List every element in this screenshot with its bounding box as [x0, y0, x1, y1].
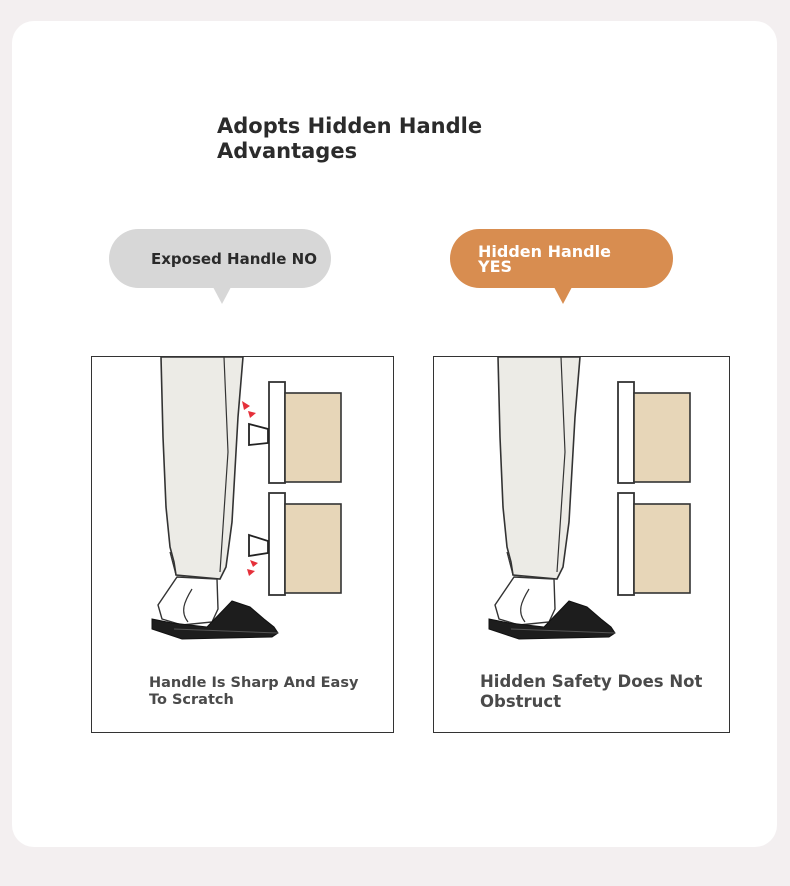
hidden-handle-label: Hidden Handle YES — [478, 242, 611, 276]
foot-icon — [495, 577, 555, 625]
drawer-front-icon — [618, 493, 634, 595]
drawer-front-icon — [269, 493, 285, 595]
bubble-pointer-icon — [213, 287, 231, 304]
drawer-body-icon — [285, 393, 341, 482]
exposed-handle-caption: Handle Is Sharp And Easy To Scratch — [149, 675, 359, 708]
drawer-front-icon — [269, 382, 285, 483]
drawer-front-icon — [618, 382, 634, 483]
exposed-handle-icon — [249, 535, 268, 556]
trouser-leg-icon — [161, 357, 243, 579]
drawer-body-icon — [285, 504, 341, 593]
drawer-body-icon — [634, 504, 690, 593]
title-line-1: Adopts Hidden Handle — [217, 114, 483, 138]
title-line-2: Advantages — [217, 139, 358, 163]
hidden-handle-bubble — [450, 229, 673, 288]
trouser-leg-icon — [498, 357, 580, 579]
exposed-handle-panel — [91, 356, 394, 733]
exposed-handle-bubble — [109, 229, 331, 288]
exposed-handle-icon — [249, 424, 268, 445]
bubble-pointer-icon — [554, 287, 572, 304]
exposed-handle-label: Exposed Handle NO — [151, 250, 317, 268]
foot-icon — [158, 577, 218, 625]
drawer-body-icon — [634, 393, 690, 482]
hidden-handle-panel — [433, 356, 730, 733]
page-title — [217, 114, 577, 164]
hidden-handle-caption: Hidden Safety Does Not Obstruct — [480, 672, 703, 711]
